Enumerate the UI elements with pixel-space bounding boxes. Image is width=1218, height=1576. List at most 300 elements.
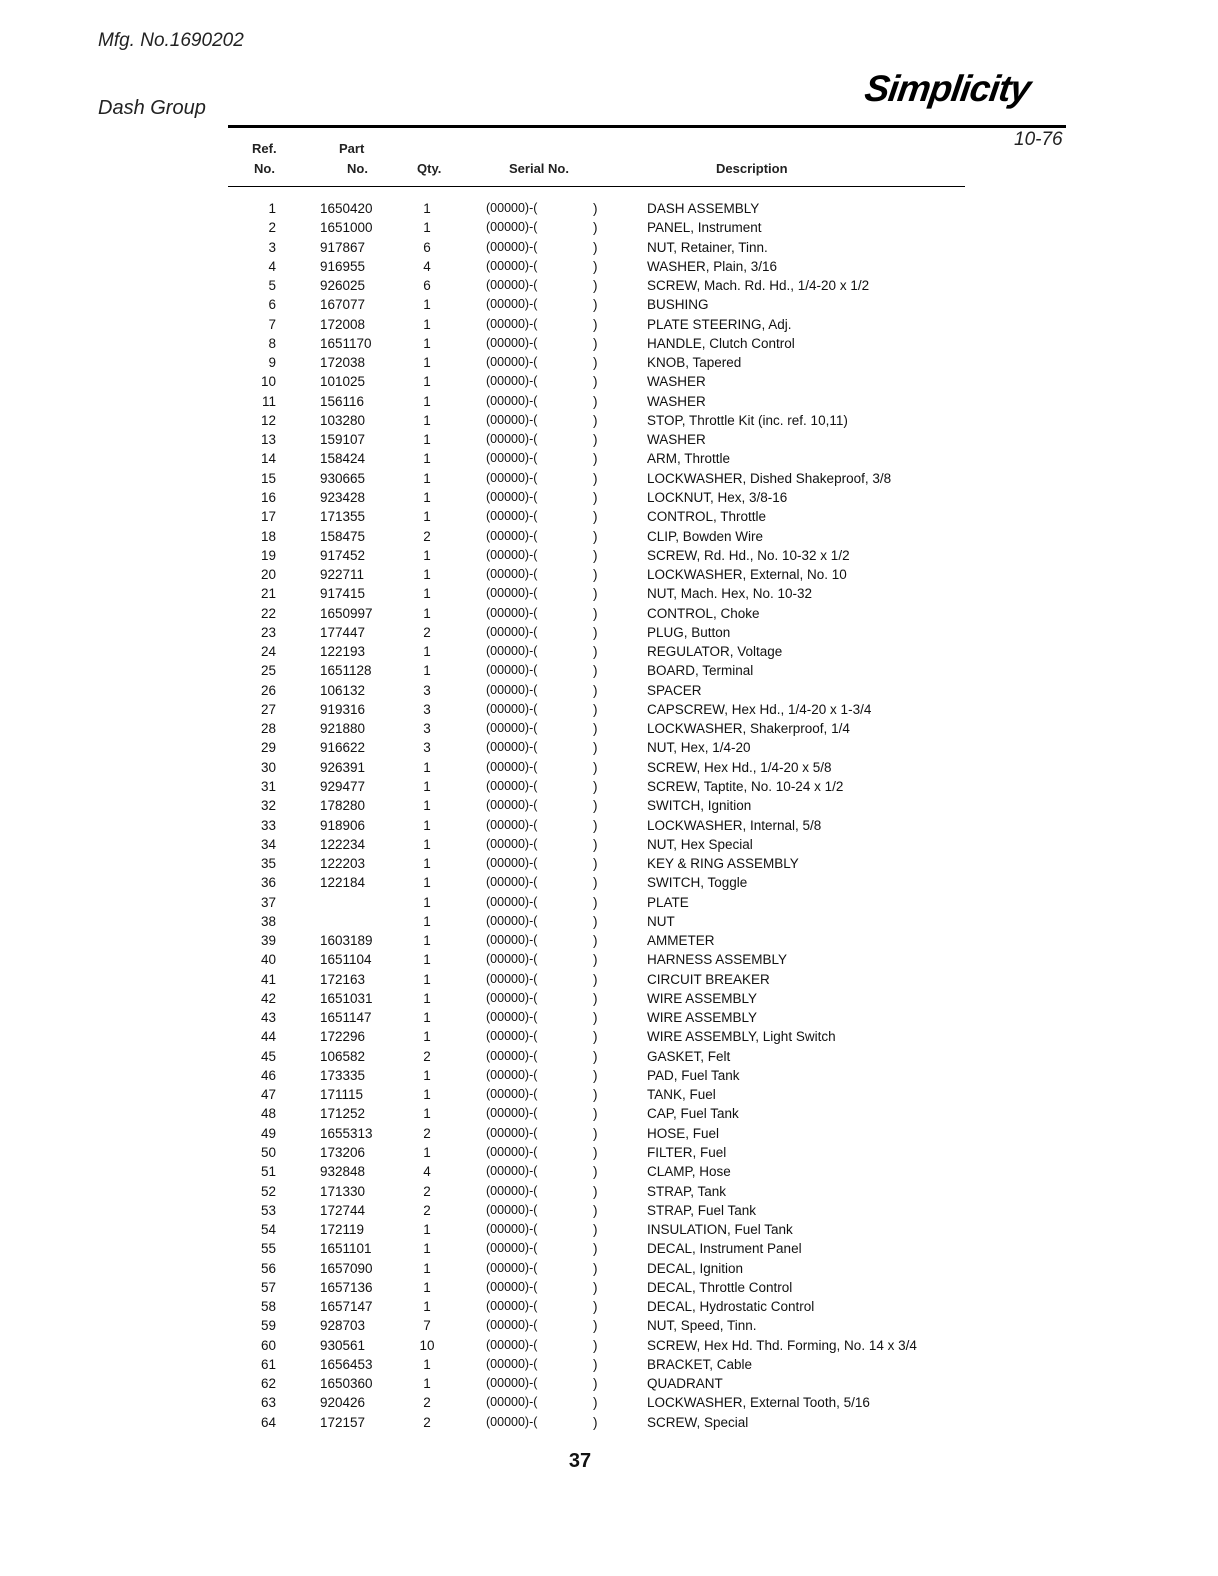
table-row <box>0 661 1218 680</box>
ref-cell: 28 <box>260 721 276 737</box>
table-row <box>0 623 1218 642</box>
mfg-number: Mfg. No.1690202 <box>98 30 244 51</box>
ref-cell: 24 <box>260 644 276 660</box>
description-cell: SCREW, Rd. Hd., No. 10-32 x 1/2 <box>647 547 850 563</box>
part-number-cell: 916955 <box>320 258 366 274</box>
ref-cell: 54 <box>260 1222 276 1238</box>
serial-cell: (00000)-( <box>486 1260 538 1275</box>
part-number-cell: 926025 <box>320 278 366 294</box>
quantity-cell: 1 <box>423 1087 431 1103</box>
serial-cell: (00000)-( <box>486 933 538 948</box>
table-row <box>0 257 1218 276</box>
table-row <box>0 700 1218 719</box>
table-row <box>0 527 1218 546</box>
quantity-cell: 1 <box>423 432 431 448</box>
part-number-cell: 172008 <box>320 316 366 332</box>
serial-bracket: ) <box>593 1087 598 1103</box>
description-cell: CAP, Fuel Tank <box>647 1106 739 1122</box>
quantity-cell: 2 <box>423 528 431 544</box>
part-number-cell: 926391 <box>320 759 366 775</box>
table-row <box>0 1239 1218 1258</box>
serial-bracket: ) <box>593 1299 598 1315</box>
description-cell: SCREW, Special <box>647 1414 749 1430</box>
table-row <box>0 604 1218 623</box>
serial-cell: (00000)-( <box>486 721 538 736</box>
ref-cell: 13 <box>260 432 276 448</box>
serial-cell: (00000)-( <box>486 1414 538 1429</box>
quantity-cell: 1 <box>423 894 431 910</box>
part-number-cell: 916622 <box>320 740 366 756</box>
part-number-cell: 917415 <box>320 586 366 602</box>
description-cell: HOSE, Fuel <box>647 1125 720 1141</box>
serial-bracket: ) <box>593 432 598 448</box>
serial-cell: (00000)-( <box>486 316 538 331</box>
serial-bracket: ) <box>593 1164 598 1180</box>
ref-cell: 43 <box>260 1010 276 1026</box>
part-number-cell: 921880 <box>320 721 366 737</box>
serial-cell: (00000)-( <box>486 1125 538 1140</box>
serial-bracket: ) <box>593 1067 598 1083</box>
serial-bracket: ) <box>593 1222 598 1238</box>
serial-bracket: ) <box>593 489 598 505</box>
table-row <box>0 392 1218 411</box>
serial-cell: (00000)-( <box>486 393 538 408</box>
table-row <box>0 199 1218 218</box>
serial-cell: (00000)-( <box>486 1318 538 1333</box>
ref-cell: 21 <box>260 586 276 602</box>
part-number-cell: 177447 <box>320 624 366 640</box>
serial-bracket: ) <box>593 567 598 583</box>
ref-cell: 42 <box>260 990 276 1006</box>
quantity-cell: 1 <box>423 1241 431 1257</box>
ref-cell: 44 <box>260 1029 276 1045</box>
table-row <box>0 584 1218 603</box>
description-cell: WASHER, Plain, 3/16 <box>647 258 778 274</box>
serial-bracket: ) <box>593 817 598 833</box>
part-number-cell: 171115 <box>320 1087 364 1103</box>
table-row <box>0 950 1218 969</box>
description-cell: CIRCUIT BREAKER <box>647 971 770 987</box>
description-cell: PLATE <box>647 894 689 910</box>
ref-cell: 45 <box>260 1048 276 1064</box>
serial-cell: (00000)-( <box>486 913 538 928</box>
ref-cell: 15 <box>260 470 276 486</box>
serial-bracket: ) <box>593 1048 598 1064</box>
serial-bracket: ) <box>593 836 598 852</box>
quantity-cell: 1 <box>423 412 431 428</box>
ref-cell: 40 <box>260 952 276 968</box>
ref-cell: 10 <box>260 374 276 390</box>
serial-bracket: ) <box>593 1279 598 1295</box>
serial-bracket: ) <box>593 740 598 756</box>
part-number-cell: 173206 <box>320 1145 366 1161</box>
table-row <box>0 1355 1218 1374</box>
quantity-cell: 2 <box>423 1048 431 1064</box>
serial-cell: (00000)-( <box>486 605 538 620</box>
ref-cell: 64 <box>260 1414 276 1430</box>
part-number-cell: 178280 <box>320 798 366 814</box>
quantity-cell: 1 <box>423 759 431 775</box>
description-cell: KEY & RING ASSEMBLY <box>647 856 799 872</box>
part-number-cell: 172296 <box>320 1029 366 1045</box>
description-cell: HARNESS ASSEMBLY <box>647 952 788 968</box>
table-row <box>0 430 1218 449</box>
serial-bracket: ) <box>593 644 598 660</box>
ref-cell: 57 <box>260 1279 276 1295</box>
part-number-cell: 1650360 <box>320 1376 373 1392</box>
ref-cell: 20 <box>260 567 276 583</box>
ref-cell: 1 <box>268 201 276 216</box>
quantity-cell: 1 <box>423 335 431 351</box>
serial-cell: (00000)-( <box>486 297 538 312</box>
quantity-cell: 1 <box>423 1260 431 1276</box>
quantity-cell: 3 <box>423 682 431 698</box>
ref-cell: 51 <box>260 1164 276 1180</box>
serial-bracket: ) <box>593 875 598 891</box>
table-row <box>0 1336 1218 1355</box>
serial-cell: (00000)-( <box>486 547 538 562</box>
quantity-cell: 2 <box>423 1183 431 1199</box>
part-number-cell: 922711 <box>320 567 365 583</box>
part-number-cell: 1657136 <box>320 1279 373 1295</box>
description-cell: PANEL, Instrument <box>647 220 762 236</box>
header-rule <box>228 186 965 187</box>
table-row <box>0 1085 1218 1104</box>
col-part-header-2: No. <box>347 161 368 176</box>
quantity-cell: 1 <box>423 1222 431 1238</box>
part-number-cell: 159107 <box>320 432 366 448</box>
part-number-cell: 917867 <box>320 239 366 255</box>
ref-cell: 34 <box>260 836 276 852</box>
quantity-cell: 1 <box>423 1145 431 1161</box>
description-cell: DECAL, Instrument Panel <box>647 1241 802 1257</box>
description-cell: FILTER, Fuel <box>647 1145 727 1161</box>
table-row <box>0 353 1218 372</box>
serial-cell: (00000)-( <box>486 355 538 370</box>
part-number-cell: 122193 <box>320 644 366 660</box>
table-row <box>0 1259 1218 1278</box>
ref-cell: 12 <box>260 412 276 428</box>
quantity-cell: 1 <box>423 836 431 852</box>
serial-cell: (00000)-( <box>486 798 538 813</box>
table-row <box>0 411 1218 430</box>
ref-cell: 48 <box>260 1106 276 1122</box>
description-cell: NUT, Hex, 1/4-20 <box>647 740 751 756</box>
table-row <box>0 1047 1218 1066</box>
ref-cell: 6 <box>268 297 276 313</box>
serial-cell: (00000)-( <box>486 1279 538 1294</box>
serial-cell: (00000)-( <box>486 1299 538 1314</box>
serial-bracket: ) <box>593 374 598 390</box>
part-number-cell: 171252 <box>320 1106 366 1122</box>
quantity-cell: 1 <box>423 1106 431 1122</box>
table-row <box>0 854 1218 873</box>
serial-cell: (00000)-( <box>486 1222 538 1237</box>
quantity-cell: 2 <box>423 1202 431 1218</box>
serial-cell: (00000)-( <box>486 952 538 967</box>
part-number-cell: 1650997 <box>320 605 373 621</box>
part-number-cell: 1650420 <box>320 201 373 216</box>
serial-bracket: ) <box>593 1106 598 1122</box>
ref-cell: 5 <box>268 278 276 294</box>
part-number-cell: 930561 <box>320 1337 366 1353</box>
description-cell: CONTROL, Choke <box>647 605 760 621</box>
part-number-cell: 156116 <box>320 393 365 409</box>
table-row <box>0 777 1218 796</box>
description-cell: INSULATION, Fuel Tank <box>647 1222 793 1238</box>
description-cell: STOP, Throttle Kit (inc. ref. 10,11) <box>647 412 848 428</box>
section-title: Dash Group <box>98 97 206 119</box>
serial-bracket: ) <box>593 297 598 313</box>
serial-bracket: ) <box>593 451 598 467</box>
ref-cell: 41 <box>260 971 276 987</box>
serial-bracket: ) <box>593 1029 598 1045</box>
serial-cell: (00000)-( <box>486 1087 538 1102</box>
quantity-cell: 1 <box>423 220 431 236</box>
part-number-cell: 122234 <box>320 836 366 852</box>
serial-bracket: ) <box>593 701 598 717</box>
serial-cell: (00000)-( <box>486 644 538 659</box>
table-row <box>0 989 1218 1008</box>
ref-cell: 59 <box>260 1318 276 1334</box>
serial-cell: (00000)-( <box>486 432 538 447</box>
ref-cell: 17 <box>260 509 276 525</box>
serial-cell: (00000)-( <box>486 1029 538 1044</box>
description-cell: BUSHING <box>647 297 709 313</box>
quantity-cell: 10 <box>419 1337 435 1353</box>
quantity-cell: 1 <box>423 470 431 486</box>
quantity-cell: 2 <box>423 624 431 640</box>
serial-bracket: ) <box>593 971 598 987</box>
serial-bracket: ) <box>593 201 598 216</box>
description-cell: WIRE ASSEMBLY <box>647 990 758 1006</box>
description-cell: QUADRANT <box>647 1376 723 1392</box>
serial-cell: (00000)-( <box>486 412 538 427</box>
ref-cell: 55 <box>260 1241 276 1257</box>
quantity-cell: 4 <box>423 258 431 274</box>
serial-bracket: ) <box>593 778 598 794</box>
quantity-cell: 1 <box>423 509 431 525</box>
ref-cell: 32 <box>260 798 276 814</box>
description-cell: NUT, Mach. Hex, No. 10-32 <box>647 586 813 602</box>
parts-table <box>0 199 1218 1432</box>
serial-bracket: ) <box>593 1202 598 1218</box>
description-cell: DECAL, Ignition <box>647 1260 744 1276</box>
table-row <box>0 1374 1218 1393</box>
serial-cell: (00000)-( <box>486 1164 538 1179</box>
table-row <box>0 1393 1218 1412</box>
serial-cell: (00000)-( <box>486 258 538 273</box>
quantity-cell: 3 <box>423 721 431 737</box>
quantity-cell: 1 <box>423 817 431 833</box>
table-row <box>0 1182 1218 1201</box>
part-number-cell: 167077 <box>320 297 366 313</box>
page-number: 37 <box>568 1450 592 1472</box>
serial-bracket: ) <box>593 586 598 602</box>
ref-cell: 25 <box>260 663 276 679</box>
description-cell: LOCKWASHER, Dished Shakeproof, 3/8 <box>647 470 892 486</box>
serial-cell: (00000)-( <box>486 1356 538 1371</box>
ref-cell: 52 <box>260 1183 276 1199</box>
quantity-cell: 2 <box>423 1414 431 1430</box>
ref-cell: 47 <box>260 1087 276 1103</box>
serial-cell: (00000)-( <box>486 586 538 601</box>
serial-bracket: ) <box>593 316 598 332</box>
part-number-cell: 122184 <box>320 875 366 891</box>
quantity-cell: 1 <box>423 1067 431 1083</box>
serial-bracket: ) <box>593 393 598 409</box>
table-row <box>0 970 1218 989</box>
part-number-cell: 1651104 <box>320 952 372 968</box>
part-number-cell: 1651031 <box>320 990 373 1006</box>
part-number-cell: 171330 <box>320 1183 366 1199</box>
ref-cell: 26 <box>260 682 276 698</box>
col-qty-header: Qty. <box>417 161 442 176</box>
description-cell: PLATE STEERING, Adj. <box>647 316 792 332</box>
description-cell: BOARD, Terminal <box>647 663 754 679</box>
table-row <box>0 1162 1218 1181</box>
serial-cell: (00000)-( <box>486 971 538 986</box>
quantity-cell: 1 <box>423 875 431 891</box>
quantity-cell: 1 <box>423 567 431 583</box>
serial-cell: (00000)-( <box>486 1183 538 1198</box>
ref-cell: 27 <box>260 701 276 717</box>
table-row <box>0 488 1218 507</box>
description-cell: STRAP, Tank <box>647 1183 727 1199</box>
ref-cell: 62 <box>260 1376 276 1392</box>
ref-cell: 46 <box>260 1067 276 1083</box>
ref-cell: 31 <box>260 778 276 794</box>
table-row <box>0 334 1218 353</box>
description-cell: WASHER <box>647 432 706 448</box>
description-cell: LOCKWASHER, Shakerproof, 1/4 <box>647 721 850 737</box>
serial-cell: (00000)-( <box>486 663 538 678</box>
ref-cell: 39 <box>260 933 276 949</box>
serial-bracket: ) <box>593 798 598 814</box>
quantity-cell: 7 <box>423 1318 431 1334</box>
table-row <box>0 449 1218 468</box>
part-number-cell: 122203 <box>320 856 366 872</box>
serial-cell: (00000)-( <box>486 759 538 774</box>
part-number-cell: 103280 <box>320 412 366 428</box>
quantity-cell: 1 <box>423 933 431 949</box>
table-row <box>0 276 1218 295</box>
table-row <box>0 719 1218 738</box>
serial-cell: (00000)-( <box>486 1395 538 1410</box>
serial-bracket: ) <box>593 1414 598 1430</box>
description-cell: WASHER <box>647 393 706 409</box>
ref-cell: 58 <box>260 1299 276 1315</box>
serial-bracket: ) <box>593 1337 598 1353</box>
ref-cell: 16 <box>260 489 276 505</box>
description-cell: SCREW, Hex Hd., 1/4-20 x 5/8 <box>647 759 832 775</box>
part-number-cell: 101025 <box>320 374 366 390</box>
part-number-cell: 172157 <box>320 1414 366 1430</box>
description-cell: NUT, Hex Special <box>647 836 753 852</box>
description-cell: CLAMP, Hose <box>647 1164 731 1180</box>
table-row <box>0 565 1218 584</box>
serial-bracket: ) <box>593 1241 598 1257</box>
serial-cell: (00000)-( <box>486 1010 538 1025</box>
serial-bracket: ) <box>593 258 598 274</box>
serial-bracket: ) <box>593 239 598 255</box>
ref-cell: 23 <box>260 624 276 640</box>
part-number-cell: 1656453 <box>320 1356 373 1372</box>
part-number-cell: 1657147 <box>320 1299 373 1315</box>
quantity-cell: 1 <box>423 1376 431 1392</box>
ref-cell: 29 <box>260 740 276 756</box>
ref-cell: 33 <box>260 817 276 833</box>
description-cell: DASH ASSEMBLY <box>647 201 760 216</box>
table-row <box>0 469 1218 488</box>
part-number-cell: 172744 <box>320 1202 366 1218</box>
serial-cell: (00000)-( <box>486 220 538 235</box>
description-cell: NUT, Speed, Tinn. <box>647 1318 757 1334</box>
serial-cell: (00000)-( <box>486 682 538 697</box>
description-cell: CAPSCREW, Hex Hd., 1/4-20 x 1-3/4 <box>647 701 872 717</box>
table-row <box>0 931 1218 950</box>
description-cell: DECAL, Hydrostatic Control <box>647 1299 815 1315</box>
quantity-cell: 1 <box>423 913 431 929</box>
quantity-cell: 1 <box>423 1029 431 1045</box>
quantity-cell: 3 <box>423 701 431 717</box>
quantity-cell: 1 <box>423 778 431 794</box>
serial-bracket: ) <box>593 1376 598 1392</box>
quantity-cell: 1 <box>423 297 431 313</box>
table-row <box>0 1278 1218 1297</box>
quantity-cell: 1 <box>423 798 431 814</box>
serial-bracket: ) <box>593 759 598 775</box>
quantity-cell: 6 <box>423 278 431 294</box>
serial-bracket: ) <box>593 1125 598 1141</box>
quantity-cell: 1 <box>423 1279 431 1295</box>
serial-bracket: ) <box>593 1010 598 1026</box>
ref-cell: 7 <box>268 316 276 332</box>
table-row <box>0 1066 1218 1085</box>
table-row <box>0 1104 1218 1123</box>
table-row <box>0 507 1218 526</box>
table-row <box>0 796 1218 815</box>
table-row <box>0 546 1218 565</box>
serial-cell: (00000)-( <box>486 701 538 716</box>
table-row <box>0 1297 1218 1316</box>
serial-bracket: ) <box>593 1395 598 1411</box>
quantity-cell: 6 <box>423 239 431 255</box>
serial-bracket: ) <box>593 624 598 640</box>
serial-bracket: ) <box>593 856 598 872</box>
ref-cell: 3 <box>268 239 276 255</box>
serial-bracket: ) <box>593 894 598 910</box>
table-row <box>0 1220 1218 1239</box>
serial-cell: (00000)-( <box>486 1337 538 1352</box>
description-cell: LOCKWASHER, External Tooth, 5/16 <box>647 1395 870 1411</box>
serial-bracket: ) <box>593 913 598 929</box>
table-row <box>0 1027 1218 1046</box>
table-row <box>0 372 1218 391</box>
description-cell: WIRE ASSEMBLY <box>647 1010 758 1026</box>
serial-cell: (00000)-( <box>486 1067 538 1082</box>
table-row <box>0 758 1218 777</box>
serial-cell: (00000)-( <box>486 1145 538 1160</box>
ref-cell: 49 <box>260 1125 276 1141</box>
table-row <box>0 218 1218 237</box>
serial-cell: (00000)-( <box>486 624 538 639</box>
part-number-cell: 928703 <box>320 1318 366 1334</box>
col-ref-header-1: Ref. <box>252 141 277 156</box>
table-row <box>0 315 1218 334</box>
serial-bracket: ) <box>593 278 598 294</box>
ref-cell: 9 <box>268 355 276 371</box>
